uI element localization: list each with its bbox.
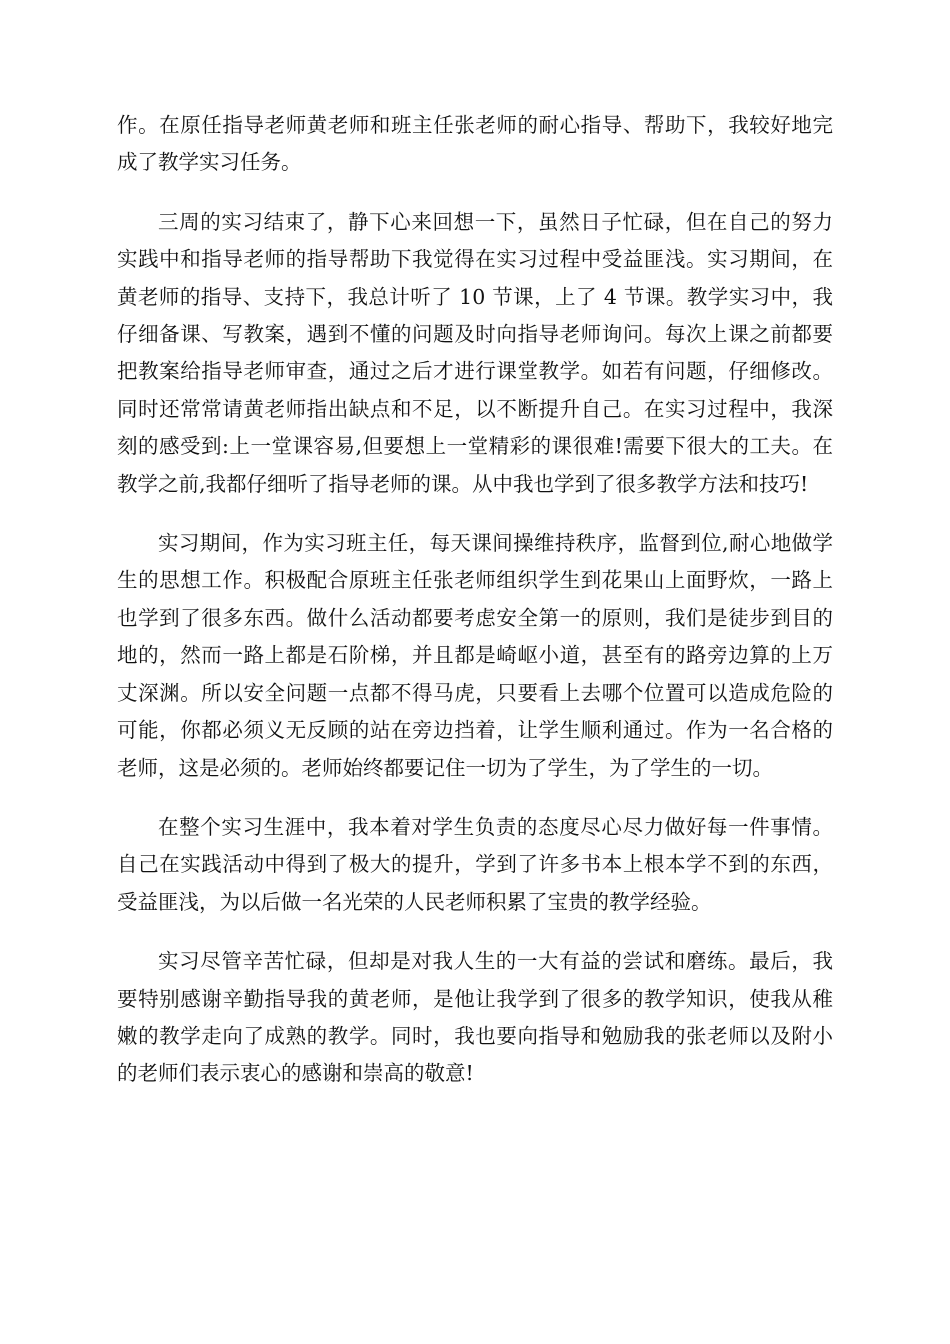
paragraph-class-teacher-duties: 实习期间，作为实习班主任，每天课间操维持秩序，监督到位,耐心地做学生的思想工作。积极配合原班主任张老师组织学生到花果山上面野炊，一路上也学到了很多东西。做什么活动都要考虑安全第一的原则，我们是徒步到目的地的，然而一路上都是石阶梯，并且都是崎岖小道，甚至有的路旁边算的上万丈深渊。所以安全问题一点都不得马虎，只要看上去哪个位置可以造成危险的可能，你都必须义无反顾的站在旁边挡着，让学生顺利通过。作为一名合格的老师，这是必须的。老师始终都要记住一切为了学生，为了学生的一切。 xyxy=(117,531,833,780)
paragraph-acknowledgements: 实习尽管辛苦忙碌，但却是对我人生的一大有益的尝试和磨练。最后，我要特别感谢辛勤指导我的黄老师，是他让我学到了很多的教学知识，使我从稚嫩的教学走向了成熟的教学。同时，我也要向指导和勉励我的张老师以及附小的老师们表示衷心的感谢和崇高的敬意! xyxy=(117,949,833,1086)
document-body xyxy=(117,107,833,1115)
paragraph-continuation: 作。在原任指导老师黄老师和班主任张老师的耐心指导、帮助下，我较好地完成了教学实习任务。 xyxy=(117,113,833,175)
paragraph-internship-reflection: 三周的实习结束了，静下心来回想一下，虽然日子忙碌，但在自己的努力实践中和指导老师的指导帮助下我觉得在实习过程中受益匪浅。实习期间，在黄老师的指导、支持下，我总计听了 10 节课，上了 4 节课。教学实习中，我仔细备课、写教案，遇到不懂的问题及时向指导老师询问。每次上课之前都要把教案给指导老师审查，通过之后才进行课堂教学。如若有问题，仔细修改。同时还常常请黄老师指出缺点和不足，以不断提升自己。在实习过程中，我深刻的感受到:上一堂课容易,但要想上一堂精彩的课很难!需要下很大的工夫。在教学之前,我都仔细听了指导老师的课。从中我也学到了很多教学方法和技巧! xyxy=(117,209,833,496)
paragraph-growth-summary: 在整个实习生涯中，我本着对学生负责的态度尽心尽力做好每一件事情。自己在实践活动中得到了极大的提升，学到了许多书本上根本学不到的东西，受益匪浅，为以后做一名光荣的人民老师积累了宝贵的教学经验。 xyxy=(117,814,833,914)
